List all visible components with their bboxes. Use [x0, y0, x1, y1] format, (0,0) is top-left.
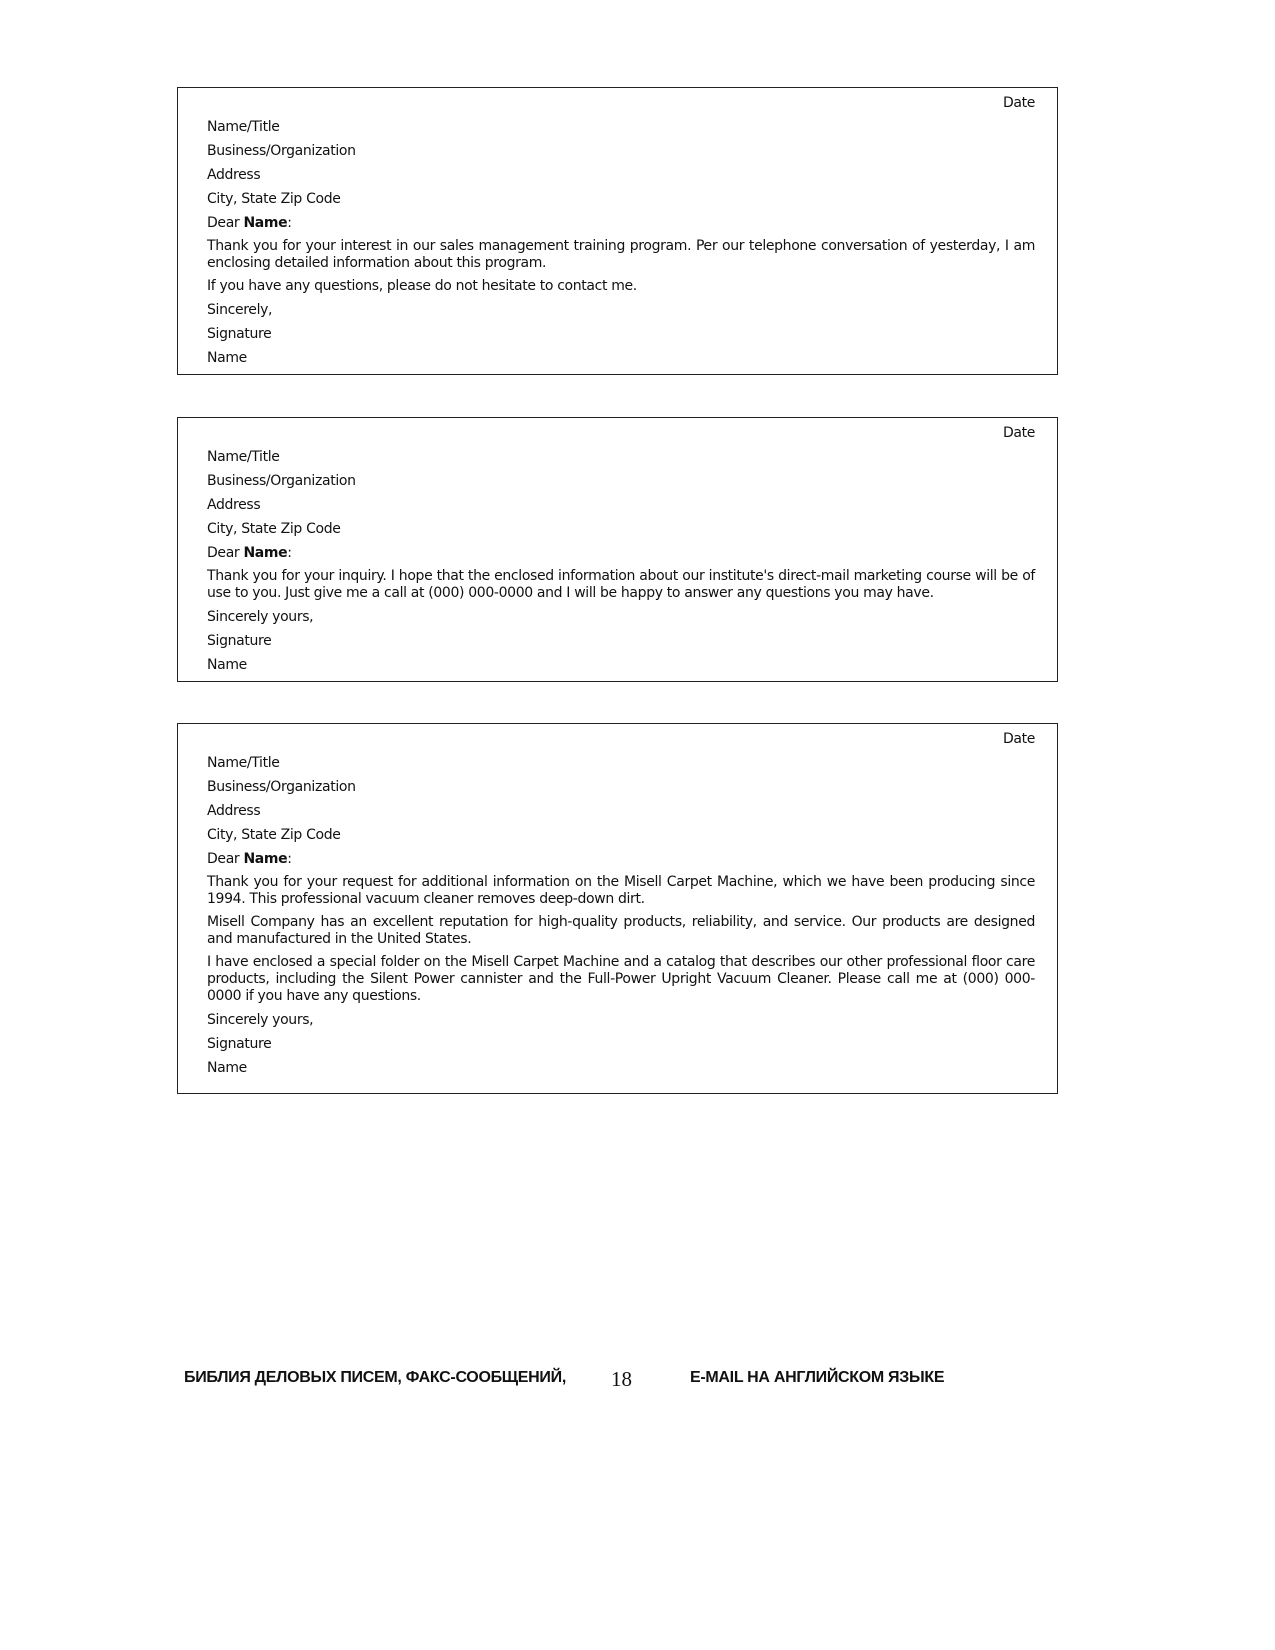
- signer-name: Name: [207, 350, 247, 366]
- body-paragraph: Thank you for your inquiry. I hope that the enclosed information about our institute's direct-mail marketing course will be of use to you. Just give me a call at (000) 000-0000 and I will be happy to answer any questions you may have.: [207, 568, 1035, 601]
- letter-date: Date: [1002, 731, 1035, 747]
- recipient-city-state-zip: City, State Zip Code: [207, 521, 341, 537]
- letter-template-3: [177, 723, 1058, 1094]
- body-paragraph: Thank you for your interest in our sales management training program. Per our telephone conversation of yesterday, I am enclosing detailed information about this program.: [207, 238, 1035, 271]
- closing: Sincerely yours,: [207, 1012, 314, 1028]
- recipient-name-title: Name/Title: [207, 119, 280, 135]
- recipient-organization: Business/Organization: [207, 473, 356, 489]
- letter-date: Date: [1002, 425, 1035, 441]
- recipient-name-title: Name/Title: [207, 449, 280, 465]
- recipient-name-title: Name/Title: [207, 755, 280, 771]
- closing: Sincerely,: [207, 302, 273, 318]
- body-paragraph: Misell Company has an excellent reputation for high-quality products, reliability, and service. Our products are designed and manufactured in the United States.: [207, 914, 1035, 947]
- salutation-prefix: Dear: [207, 851, 244, 867]
- salutation: [207, 544, 1035, 562]
- salutation-prefix: Dear: [207, 215, 244, 231]
- recipient-city-state-zip: City, State Zip Code: [207, 827, 341, 843]
- page-number: 18: [611, 1367, 632, 1391]
- letter-template-1: [177, 87, 1058, 375]
- recipient-address: Address: [207, 167, 261, 183]
- recipient-organization: Business/Organization: [207, 143, 356, 159]
- salutation-name: Name: [243, 215, 288, 231]
- footer-book-title-left: БИБЛИЯ ДЕЛОВЫХ ПИСЕМ, ФАКС-СООБЩЕНИЙ,: [184, 1369, 566, 1386]
- letter-date: Date: [1002, 95, 1035, 111]
- body-paragraph: Thank you for your request for additional information on the Misell Carpet Machine, which we have been producing since 1994. This professional vacuum cleaner removes deep-down dirt.: [207, 874, 1035, 907]
- signature: Signature: [207, 1036, 272, 1052]
- signer-name: Name: [207, 657, 247, 673]
- salutation-suffix: :: [287, 215, 292, 231]
- salutation-name: Name: [243, 545, 288, 561]
- closing: Sincerely yours,: [207, 609, 314, 625]
- recipient-address: Address: [207, 497, 261, 513]
- page-footer: [0, 1367, 1275, 1397]
- salutation-suffix: :: [287, 851, 292, 867]
- salutation-suffix: :: [287, 545, 292, 561]
- salutation-prefix: Dear: [207, 545, 244, 561]
- body-paragraph: If you have any questions, please do not hesitate to contact me.: [207, 278, 637, 294]
- recipient-city-state-zip: City, State Zip Code: [207, 191, 341, 207]
- letter-template-2: [177, 417, 1058, 682]
- signature: Signature: [207, 633, 272, 649]
- recipient-organization: Business/Organization: [207, 779, 356, 795]
- footer-book-title-right: E-MAIL НА АНГЛИЙСКОМ ЯЗЫКЕ: [690, 1369, 945, 1386]
- salutation: [207, 214, 1035, 232]
- salutation-name: Name: [243, 851, 288, 867]
- signer-name: Name: [207, 1060, 247, 1076]
- salutation: [207, 850, 1035, 868]
- signature: Signature: [207, 326, 272, 342]
- recipient-address: Address: [207, 803, 261, 819]
- body-paragraph: I have enclosed a special folder on the Misell Carpet Machine and a catalog that describes our other professional floor care products, including the Silent Power cannister and the Full-Power Upright Vacuum Cleaner. Please call me at (000) 000-0000 if you have any questions.: [207, 954, 1035, 1004]
